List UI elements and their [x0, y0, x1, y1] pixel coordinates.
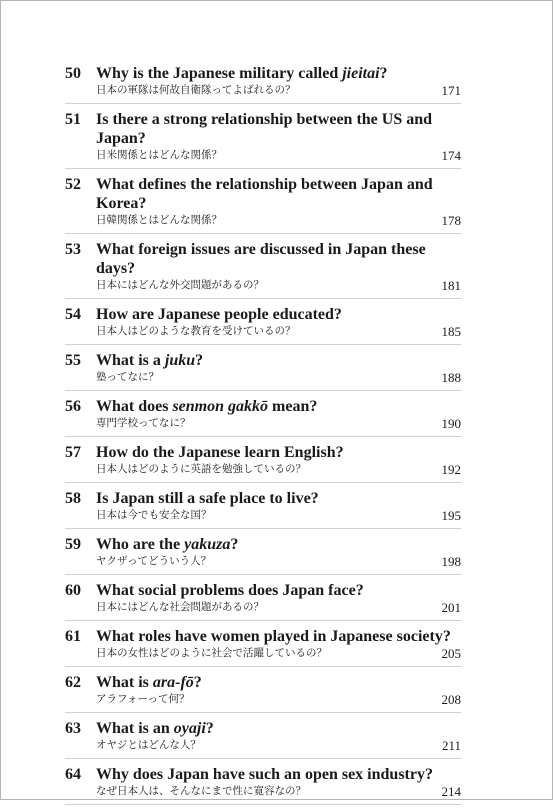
- entry-subtitle-row: [96, 370, 461, 385]
- entry-japanese-subtitle: 日本人はどのように英語を勉強しているの？: [96, 463, 306, 475]
- entry-number: 55: [65, 352, 81, 369]
- entry-page-number: 195: [441, 508, 461, 523]
- entry-japanese-subtitle: オヤジとはどんな人？: [96, 739, 201, 751]
- entry-number: 64: [65, 766, 81, 783]
- entry-title: What foreign issues are discussed in Japan these days?: [96, 241, 426, 277]
- entry-title: Who are the yakuza?: [96, 536, 239, 553]
- entry-title: Why is the Japanese military called jieitai?: [96, 65, 388, 82]
- entry-number: 51: [65, 111, 81, 128]
- entry-number: 62: [65, 674, 81, 691]
- entry-japanese-subtitle: 日本は今でも安全な国？: [96, 509, 212, 521]
- toc-entry: [65, 719, 461, 759]
- toc-entry: [65, 351, 461, 391]
- entry-subtitle-row: [96, 554, 461, 569]
- entry-subtitle-row: [96, 213, 461, 228]
- entry-japanese-subtitle: なぜ日本人は、そんなにまで性に寛容なの？: [96, 785, 306, 797]
- entry-title: How are Japanese people educated?: [96, 306, 342, 323]
- entry-page-number: 171: [441, 83, 461, 98]
- entry-title: What does senmon gakkō mean?: [96, 398, 318, 415]
- entry-page-number: 190: [441, 416, 461, 431]
- entry-title-term: ara-fō: [152, 674, 194, 691]
- entry-page-number: 185: [441, 324, 461, 339]
- entry-subtitle-row: [96, 600, 461, 615]
- entry-title-term: yakuza: [184, 536, 231, 553]
- entry-title: Is Japan still a safe place to live?: [96, 490, 319, 507]
- entry-japanese-subtitle: 日本人はどのような教育を受けているの？: [96, 325, 296, 337]
- entry-subtitle-row: [96, 83, 461, 98]
- toc-entry: [65, 581, 461, 621]
- entry-title: Why does Japan have such an open sex industry?: [96, 766, 433, 783]
- entry-japanese-subtitle: 日本の軍隊は何故自衛隊ってよばれるの？: [96, 84, 296, 96]
- entry-subtitle-row: [96, 324, 461, 339]
- entry-page-number: 174: [441, 148, 461, 163]
- toc-entry: [65, 673, 461, 713]
- entry-japanese-subtitle: アラフォーって何？: [96, 693, 190, 705]
- entry-number: 54: [65, 306, 81, 323]
- entry-japanese-subtitle: 日韓関係とはどんな関係？: [96, 214, 222, 226]
- table-of-contents: [65, 64, 461, 811]
- toc-entry: [65, 765, 461, 805]
- toc-entry: [65, 175, 461, 234]
- entry-japanese-subtitle: 日本にはどんな外交問題があるの？: [96, 279, 264, 291]
- toc-entry: [65, 64, 461, 104]
- entry-title: What roles have women played in Japanese society?: [96, 628, 451, 645]
- entry-title: What is ara-fō?: [96, 674, 202, 691]
- toc-entry: [65, 240, 461, 299]
- entry-subtitle-row: [96, 278, 461, 293]
- entry-number: 61: [65, 628, 81, 645]
- entry-number: 60: [65, 582, 81, 599]
- toc-entry: [65, 535, 461, 575]
- entry-subtitle-row: [96, 738, 461, 753]
- entry-page-number: 178: [441, 213, 461, 228]
- entry-page-number: 181: [441, 278, 461, 293]
- entry-subtitle-row: [96, 646, 461, 661]
- entry-number: 52: [65, 176, 81, 193]
- entry-title-term: senmon gakkō: [172, 398, 269, 415]
- toc-entry: [65, 397, 461, 437]
- entry-japanese-subtitle: 塾ってなに？: [96, 371, 159, 383]
- entry-page-number: 214: [441, 784, 461, 799]
- entry-number: 59: [65, 536, 81, 553]
- entry-page-number: 192: [441, 462, 461, 477]
- entry-japanese-subtitle: ヤクザってどういう人？: [96, 555, 212, 567]
- entry-number: 57: [65, 444, 81, 461]
- entry-number: 53: [65, 241, 81, 258]
- entry-page-number: 211: [441, 738, 461, 753]
- entry-number: 58: [65, 490, 81, 507]
- entry-japanese-subtitle: 日本にはどんな社会問題があるの？: [96, 601, 264, 613]
- entry-subtitle-row: [96, 462, 461, 477]
- entry-japanese-subtitle: 日本の女性はどのように社会で活躍しているの？: [96, 647, 327, 659]
- entry-title: Is there a strong relationship between the US and Japan?: [96, 111, 433, 147]
- toc-entry: [65, 305, 461, 345]
- entry-page-number: 205: [441, 646, 461, 661]
- entry-page-number: 188: [441, 370, 461, 385]
- entry-japanese-subtitle: 日米関係とはどんな関係？: [96, 149, 222, 161]
- toc-entry: [65, 489, 461, 529]
- toc-entry: [65, 627, 461, 667]
- entry-japanese-subtitle: 専門学校ってなに？: [96, 417, 191, 429]
- entry-title: How do the Japanese learn English?: [96, 444, 344, 461]
- entry-subtitle-row: [96, 784, 461, 799]
- entry-number: 50: [65, 65, 81, 82]
- toc-entry: [65, 110, 461, 169]
- entry-page-number: 201: [441, 600, 461, 615]
- entry-title: What is an oyaji?: [96, 720, 214, 737]
- entry-title: What is a juku?: [96, 352, 204, 369]
- entry-subtitle-row: [96, 148, 461, 163]
- entry-subtitle-row: [96, 508, 461, 523]
- entry-title-term: jieitai: [342, 65, 380, 82]
- entry-number: 56: [65, 398, 81, 415]
- entry-page-number: 208: [441, 692, 461, 707]
- entry-number: 63: [65, 720, 81, 737]
- entry-subtitle-row: [96, 692, 461, 707]
- toc-entry: [65, 443, 461, 483]
- entry-title-term: oyaji: [173, 720, 206, 737]
- entry-title-term: juku: [164, 352, 196, 369]
- entry-title: What defines the relationship between Japan and Korea?: [96, 176, 433, 212]
- entry-subtitle-row: [96, 416, 461, 431]
- entry-page-number: 198: [441, 554, 461, 569]
- entry-title: What social problems does Japan face?: [96, 582, 364, 599]
